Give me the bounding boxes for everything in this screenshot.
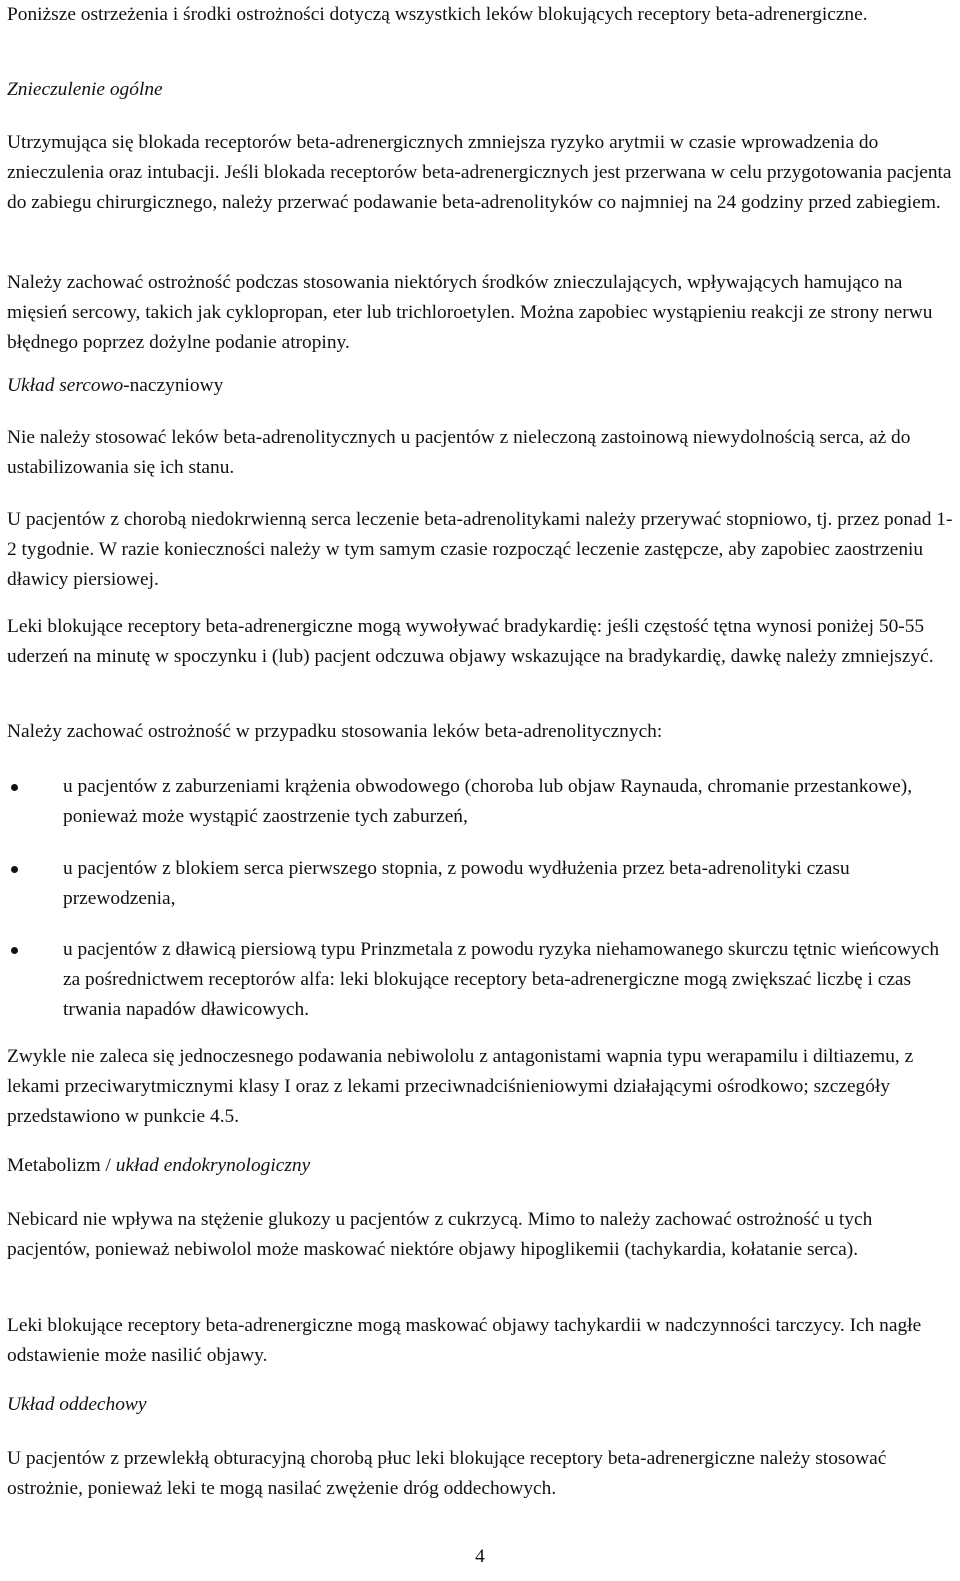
cardio-paragraph-2-a: U pacjentów z chorobą niedokrwienną serca leczenie beta-adrenolitykami należy przerywać stopniowo, tj. przez ponad 1-2 tygodnie. — [7, 509, 953, 560]
cardio-heading-italic: Układ sercowo — [7, 375, 124, 396]
bullet-icon — [11, 866, 18, 873]
cardio-paragraph-5: Zwykle nie zaleca się jednoczesnego podawania nebiwololu z antagonistami wapnia typu werapamilu i diltiazemu, z lekami przeciwarytmicznymi klasy I oraz z lekami przeciwnadciśnieniowymi działającymi ośrodkowo; szczegóły przedstawiono w punkcie 4.5. — [7, 1046, 914, 1127]
cardio-paragraph-3: Leki blokujące receptory beta-adrenergiczne mogą wywoływać bradykardię: jeśli częstość tętna wynosi poniżej 50-55 uderzeń na minutę w spoczynku i (lub) pacjent odczuwa objawy wskazujące na bradykardię, dawkę należy zmniejszyć. — [7, 616, 934, 667]
section-heading-metabolism — [7, 1151, 955, 1181]
list-item — [7, 935, 955, 1025]
list-item — [7, 854, 955, 914]
cardio-paragraph-1: Nie należy stosować leków beta-adrenolitycznych u pacjentów z nieleczoną zastoinową niewydolnością serca, aż do ustabilizowania się ich stanu. — [7, 427, 911, 478]
anesthesia-paragraph-2-a: Należy zachować ostrożność podczas stosowania niektórych środków znieczulających, wpływających hamująco na mięsień sercowy, takich jak cyklopropan, eter lub trichloroetylen. — [7, 272, 903, 323]
anesthesia-paragraph-2 — [7, 268, 955, 358]
page-number: 4 — [475, 1546, 485, 1567]
bullet-icon — [11, 947, 18, 954]
metabolism-paragraph-1-a: Nebicard nie wpływa na stężenie glukozy u pacjentów z cukrzycą. — [7, 1209, 523, 1230]
metabolism-heading-italic: układ endokrynologiczny — [115, 1155, 311, 1176]
respiratory-paragraph-1: U pacjentów z przewlekłą obturacyjną chorobą płuc leki blokujące receptory beta-adrenergiczne należy stosować ostrożnie, ponieważ leki te mogą nasilać zwężenie dróg oddechowych. — [7, 1448, 887, 1499]
anesthesia-paragraph-1 — [7, 128, 955, 218]
cardio-paragraph-2-b: W razie konieczności należy w tym samym czasie rozpocząć leczenie zastępcze, aby zapobiec zaostrzeniu dławicy piersiowej. — [7, 539, 924, 590]
bullet-icon — [11, 784, 18, 791]
cardio-paragraph-2 — [7, 505, 955, 595]
list-item-text: u pacjentów z blokiem serca pierwszego stopnia, z powodu wydłużenia przez beta-adrenolityki czasu przewodzenia, — [63, 858, 850, 909]
section-heading-respiratory: Układ oddechowy — [7, 1394, 147, 1415]
list-item-text: u pacjentów z zaburzeniami krążenia obwodowego (choroba lub objaw Raynauda, chromanie przestankowe), ponieważ może wystąpić zaostrzenie tych zaburzeń, — [63, 776, 913, 827]
anesthesia-paragraph-1-a: Utrzymująca się blokada receptorów beta-adrenergicznych zmniejsza ryzyko arytmii w czasie wprowadzenia do znieczulenia oraz intubacji. — [7, 132, 879, 183]
metabolism-paragraph-2: Leki blokujące receptory beta-adrenergiczne mogą maskować objawy tachykardii w nadczynności tarczycy. Ich nagłe odstawienie może nasilić objawy. — [7, 1315, 922, 1366]
cardio-paragraph-4: Należy zachować ostrożność w przypadku stosowania leków beta-adrenolitycznych: — [7, 721, 663, 742]
metabolism-paragraph-1 — [7, 1205, 955, 1265]
anesthesia-paragraph-1-b: Jeśli blokada receptorów beta-adrenergicznych jest przerwana w celu przygotowania pacjenta do zabiegu chirurgicznego, należy przerwać podawanie beta-adrenolityków co najmniej na 24 godziny przed zabiegiem. — [7, 162, 952, 213]
anesthesia-paragraph-2-b: Można zapobiec wystąpieniu reakcji ze strony nerwu błędnego poprzez dożylne podanie atropiny. — [7, 302, 933, 353]
list-item-text: u pacjentów z dławicą piersiową typu Prinzmetala z powodu ryzyka niehamowanego skurczu tętnic wieńcowych za pośrednictwem receptorów alfa: leki blokujące receptory beta-adrenergiczne mogą zwiększać liczbę i czas trwania napadów dławicowych. — [63, 939, 940, 1020]
section-heading-cardio — [7, 371, 955, 401]
list-item — [7, 772, 955, 832]
metabolism-heading-rest: Metabolizm / — [7, 1155, 116, 1176]
cardio-heading-rest: -naczyniowy — [123, 375, 224, 396]
intro-paragraph: Poniższe ostrzeżenia i środki ostrożności dotyczą wszystkich leków blokujących receptory beta-adrenergiczne. — [7, 4, 868, 25]
section-heading-anesthesia: Znieczulenie ogólne — [7, 79, 163, 100]
metabolism-paragraph-1-b: Mimo to należy zachować ostrożność u tych pacjentów, ponieważ nebiwolol może maskować niektóre objawy hipoglikemii (tachykardia, kołatanie serca). — [7, 1209, 873, 1260]
